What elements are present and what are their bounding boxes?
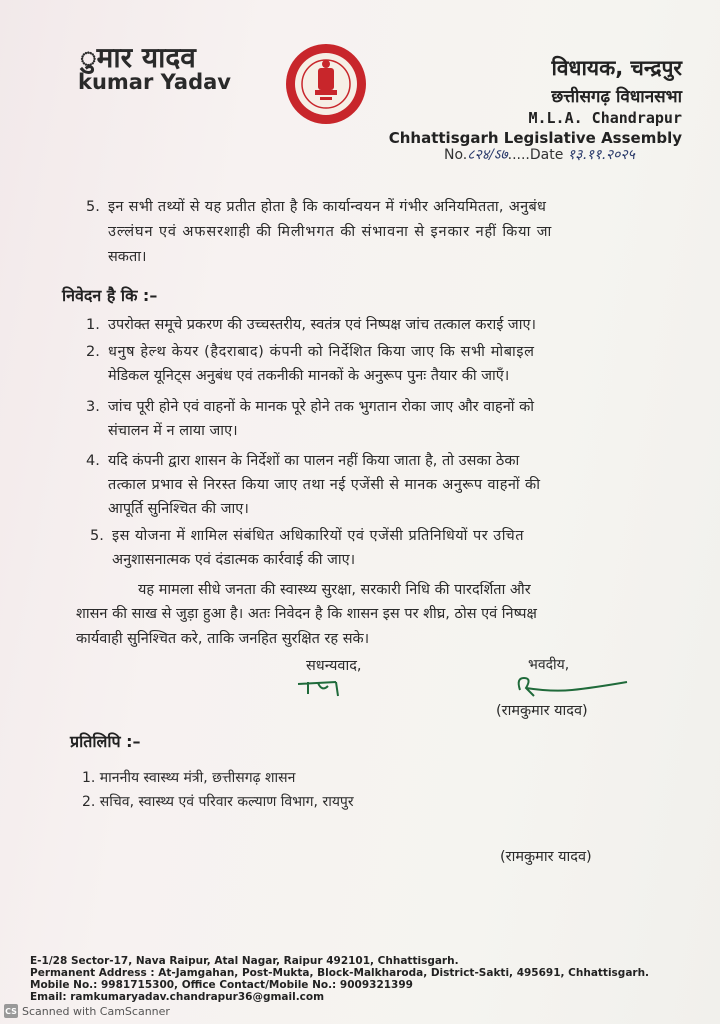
closing-line: यह मामला सीधे जनता की स्वास्थ्य सुरक्षा, सरकारी निधि की पारदर्शिता और: [138, 582, 531, 598]
date-label: .....Date: [507, 147, 564, 163]
assembly-seal-icon: [284, 42, 368, 126]
designation-line-1: विधायक, चन्द्रपुर: [551, 56, 682, 80]
request-line: मेडिकल यूनिट्स अनुबंध एवं तकनीकी मानकों के अनुरूप पुनः तैयार की जाएँ।: [108, 368, 510, 384]
request-line: आपूर्ति सुनिश्चित की जाए।: [108, 501, 249, 517]
request-line: उपरोक्त समूचे प्रकरण की उच्चस्तरीय, स्वतंत्र एवं निष्पक्ष जांच तत्काल कराई जाए।: [108, 317, 536, 333]
designation-line-3: M.L.A. Chandrapur: [528, 109, 682, 127]
point-5-line: इन सभी तथ्यों से यह प्रतीत होता है कि कार्यान्वयन में गंभीर अनियमितता, अनुबंध: [108, 199, 547, 215]
request-number: 1.: [86, 317, 100, 333]
footer-address: [30, 955, 649, 1003]
point-5-line: उल्लंघन एवं अफसरशाही की मिलीभगत की संभावना से इनकार नहीं किया जा: [108, 224, 553, 240]
request-heading: निवेदन है कि :–: [62, 286, 158, 305]
footer-line: Permanent Address : At-Jamgahan, Post-Mukta, Block-Malkharoda, District-Sakti, 495691, Chhattisgarh.: [30, 967, 650, 979]
camscanner-icon: CS: [4, 1004, 18, 1018]
date-value: १३.११.२०२५: [567, 147, 635, 163]
request-line: अनुशासनात्मक एवं दंडात्मक कार्रवाई की जाए।: [112, 552, 356, 568]
closing-line: कार्यवाही सुनिश्चित करे, ताकि जनहित सुरक्षित रह सके।: [76, 631, 370, 647]
letterhead-name-english: kumar Yadav: [78, 70, 231, 94]
scanner-watermark: [4, 1004, 170, 1018]
closing-line: शासन की साख से जुड़ा हुआ है। अतः निवेदन है कि शासन इस पर शीघ्र, ठोस एवं निष्पक्ष: [76, 606, 537, 622]
request-line: यदि कंपनी द्वारा शासन के निर्देशों का पालन नहीं किया जाता है, तो उसका ठेका: [108, 453, 520, 469]
request-number: 4.: [86, 453, 100, 469]
request-line: तत्काल प्रभाव से निरस्त किया जाए तथा नई एजेंसी से मानक अनुरूप वाहनों की: [108, 477, 541, 493]
request-line: जांच पूरी होने एवं वाहनों के मानक पूरे होने तक भुगतान रोका जाए और वाहनों को: [108, 399, 535, 415]
signatory-name: (रामकुमार यादव): [496, 703, 588, 719]
footer-line: E-1/28 Sector-17, Nava Raipur, Atal Nagar, Raipur 492101, Chhattisgarh.: [30, 955, 459, 967]
copy-heading: प्रतिलिपि :–: [70, 732, 141, 751]
no-label: No.: [444, 147, 468, 163]
thanks-text: सधन्यवाद,: [306, 658, 362, 674]
letterhead-name-hindi: ुमार यादव: [80, 41, 196, 74]
no-value: ८२४/ऽ७: [467, 147, 508, 163]
footer-line: Mobile No.: 9981715300, Office Contact/Mobile No.: 9009321399: [30, 979, 413, 991]
copy-item: 1. माननीय स्वास्थ्य मंत्री, छत्तीसगढ़ शासन: [82, 770, 296, 786]
reference-line: [444, 145, 635, 164]
request-number: 3.: [86, 399, 100, 415]
signatory-name-bottom: (रामकुमार यादव): [500, 849, 592, 865]
letterhead-designation: [389, 54, 682, 147]
request-line: इस योजना में शामिल संबंधित अधिकारियों एवं एजेंसी प्रतिनिधियों पर उचित: [112, 528, 524, 544]
footer-line: Email: ramkumaryadav.chandrapur36@gmail.com: [30, 991, 325, 1003]
point-5-number: 5.: [86, 199, 100, 215]
request-line: धनुष हेल्थ केयर (हैदराबाद) कंपनी को निर्देशित किया जाए कि सभी मोबाइल: [108, 344, 535, 360]
designation-line-2: छत्तीसगढ़ विधानसभा: [551, 87, 682, 107]
scanner-text: Scanned with CamScanner: [22, 1004, 170, 1018]
request-number: 5.: [90, 528, 104, 544]
yours-text: भवदीय,: [528, 657, 570, 673]
request-line: संचालन में न लाया जाए।: [108, 423, 238, 439]
request-number: 2.: [86, 344, 100, 360]
copy-item: 2. सचिव, स्वास्थ्य एवं परिवार कल्याण विभाग, रायपुर: [82, 794, 354, 810]
point-5-line: सकता।: [108, 249, 147, 265]
designation-line-4: Chhattisgarh Legislative Assembly: [388, 129, 682, 147]
initial-mark-icon: [296, 674, 356, 700]
